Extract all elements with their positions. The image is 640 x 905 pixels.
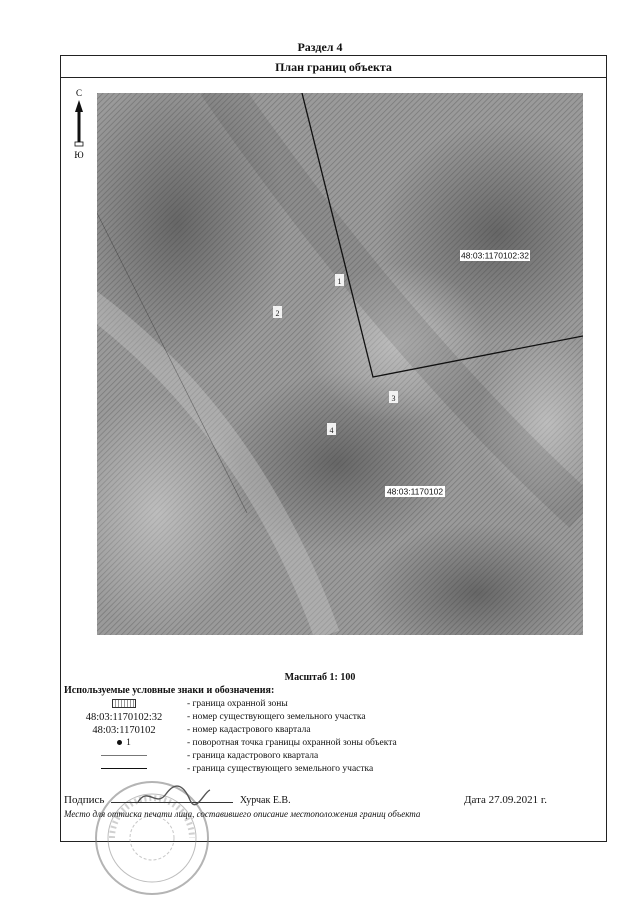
svg-text:3: 3 — [391, 394, 396, 403]
legend-text: - граница кадастрового квартала — [187, 751, 319, 761]
signature-row — [64, 794, 564, 806]
plan-title: План границ объекта — [61, 56, 606, 78]
turning-point-1[interactable] — [335, 274, 344, 286]
north-arrow-icon — [68, 88, 90, 163]
svg-text:2: 2 — [275, 309, 280, 318]
signature-scribble-icon — [134, 784, 214, 810]
south-label: Ю — [74, 150, 84, 160]
turning-point-2[interactable] — [273, 306, 282, 318]
svg-text:48:03:1170102: 48:03:1170102 — [386, 486, 444, 497]
legend-symbol-parcel-line — [60, 764, 188, 774]
turning-point-4[interactable] — [327, 423, 336, 435]
legend-item-turning-point — [60, 738, 600, 751]
legend-text: - граница существующего земельного участка — [187, 764, 374, 774]
quarter-number-label[interactable] — [385, 486, 445, 497]
point-dot-icon — [117, 740, 122, 745]
legend-item-quarter-number — [60, 725, 600, 738]
satellite-map[interactable] — [97, 93, 583, 635]
legend-symbol-quarter: 48:03:1170102 — [92, 725, 156, 736]
legend-symbol-point — [60, 738, 188, 748]
svg-text:48:03:1170102:32: 48:03:1170102:32 — [461, 250, 529, 261]
parcel-number-label[interactable] — [460, 250, 530, 261]
legend-item-quarter-boundary — [60, 751, 600, 764]
legend-point-number: 1 — [126, 738, 131, 748]
legend-text: - граница охранной зоны — [187, 699, 288, 709]
section-title: Раздел 4 — [297, 40, 343, 54]
signer-name: Хурчак Е.В. — [239, 795, 291, 806]
legend-symbol-parcel: 48:03:1170102:32 — [85, 712, 163, 723]
north-label: С — [75, 88, 83, 98]
legend-item-parcel-boundary — [60, 764, 600, 777]
svg-text:4: 4 — [329, 426, 334, 435]
legend-text: - номер кадастрового квартала — [187, 725, 311, 735]
legend-symbol-zone — [60, 699, 188, 709]
legend-item-protection-zone — [60, 699, 600, 712]
legend-symbol-quarter-line — [60, 751, 188, 761]
svg-text:1: 1 — [337, 277, 342, 286]
scale-label: Масштаб 1: 100 — [284, 672, 356, 683]
stamp-place-note: Место для оттиска печати лица, составившего описание местоположения границ объекта — [64, 809, 421, 819]
legend-text: - номер существующего земельного участка — [187, 712, 366, 722]
legend-heading: Используемые условные знаки и обозначения: — [64, 685, 275, 696]
signature-label: Подпись — [64, 794, 105, 806]
legend-item-parcel-number — [60, 712, 600, 725]
legend-text: - поворотная точка границы охранной зоны объекта — [187, 738, 397, 748]
turning-point-3[interactable] — [389, 391, 398, 403]
signature-date: Дата 27.09.2021 г. — [464, 794, 547, 806]
